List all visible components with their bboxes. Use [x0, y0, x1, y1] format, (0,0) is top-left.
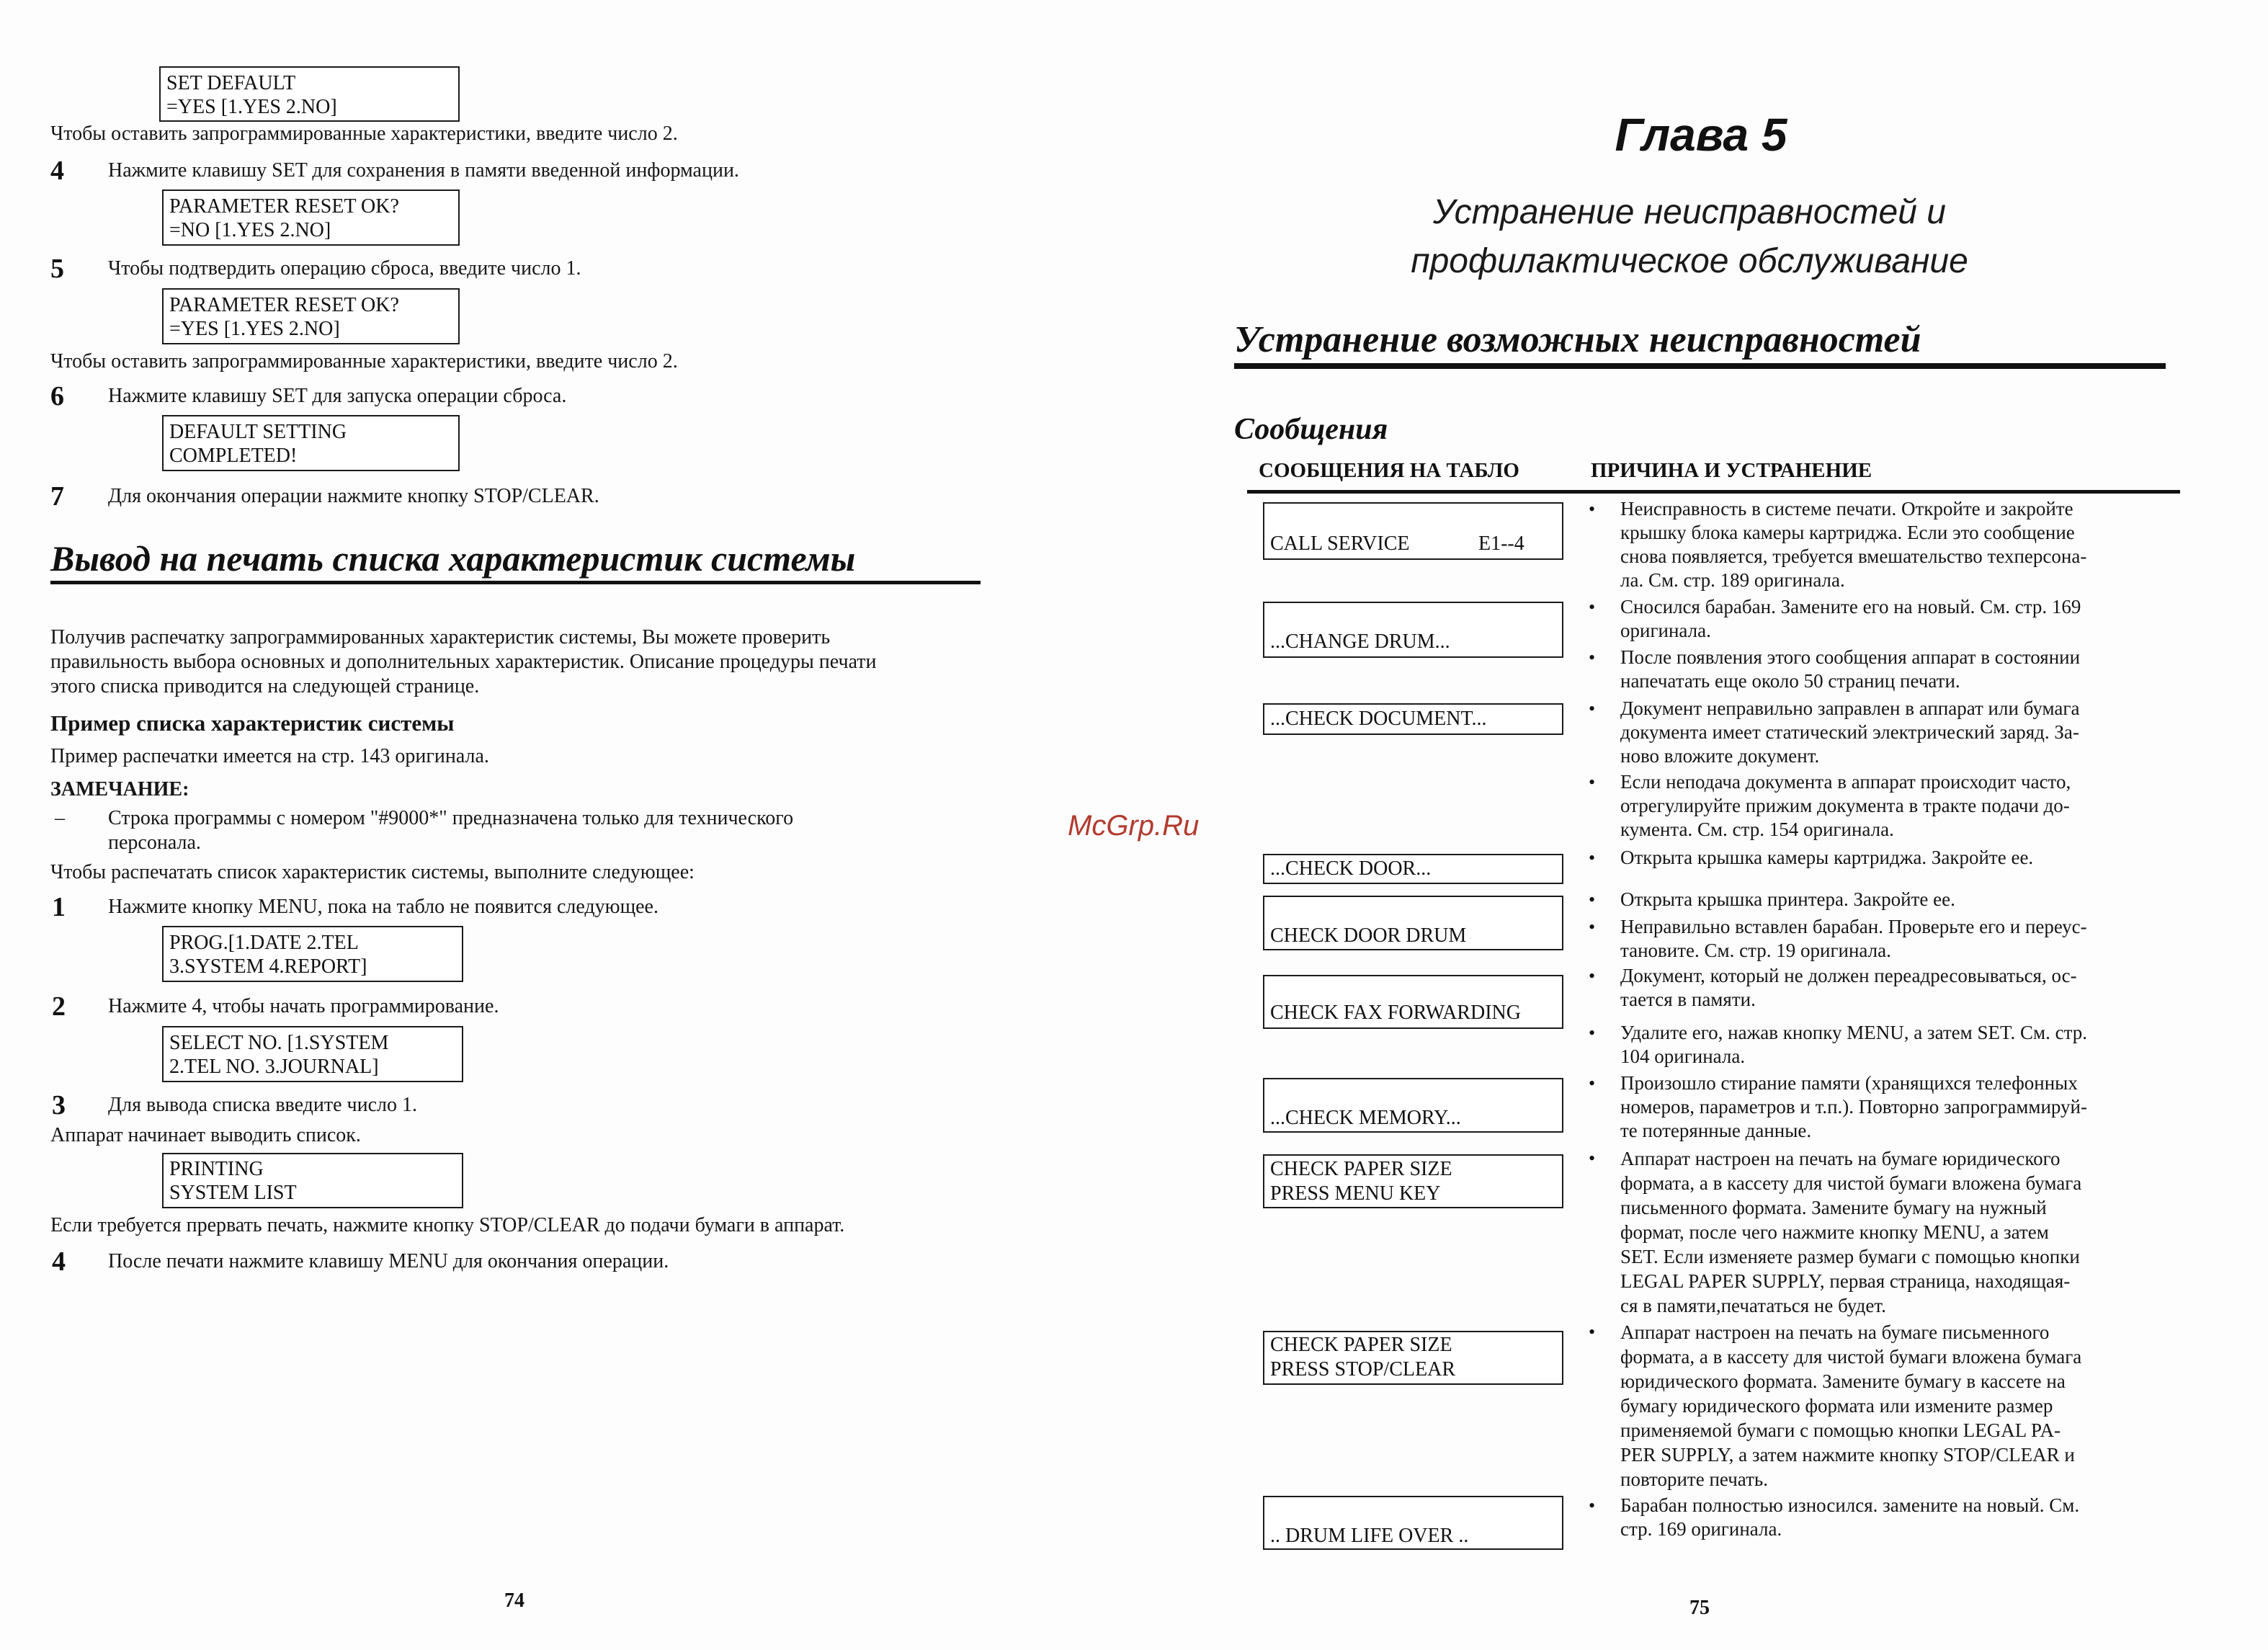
step-text: Для окончания операции нажмите кнопку STOP/CLEAR. [108, 485, 599, 507]
step-text: После печати нажмите клавишу MENU для окончания операции. [108, 1250, 669, 1272]
instruction-text: Если требуется прервать печать, нажмите кнопку STOP/CLEAR до подачи бумаги в аппарат. [50, 1214, 845, 1236]
lcd-line: SYSTEM LIST [169, 1182, 297, 1204]
cause-line: формата, а в кассету для чистой бумаги вложена бумага [1620, 1346, 2082, 1368]
paragraph-line: Получив распечатку запрограммированных характеристик системы, Вы можете проверить [50, 626, 831, 648]
bullet-icon: • [1589, 499, 1596, 519]
lcd-line: 2.TEL NO. 3.JOURNAL] [169, 1056, 379, 1078]
lcd-display [162, 926, 463, 982]
lcd-line: PRESS MENU KEY [1270, 1182, 1441, 1205]
cause-line: повторите печать. [1620, 1468, 1768, 1490]
cause-line: Документ, который не должен переадресовываться, ос- [1620, 965, 2077, 986]
instruction-text: Аппарат начинает выводить список. [50, 1124, 361, 1146]
step-number: 1 [52, 892, 66, 922]
cause-line: Удалите его, нажав кнопку MENU, а затем SET. См. стр. [1620, 1022, 2087, 1043]
lcd-line: DEFAULT SETTING [169, 421, 347, 443]
cause-line: ново вложите документ. [1620, 745, 1820, 767]
lcd-line: CHECK FAX FORWARDING [1270, 1002, 1521, 1024]
page-number: 75 [1689, 1597, 1710, 1619]
cause-line: Документ неправильно заправлен в аппарат или бумага [1620, 697, 2080, 719]
cause-bullet [1589, 1320, 2179, 1491]
lcd-line: CHECK PAPER SIZE [1270, 1334, 1452, 1356]
bullet-icon: • [1589, 647, 1596, 668]
cause-line: Если неподача документа в аппарат происходит часто, [1620, 771, 2071, 793]
lcd-display [162, 288, 460, 344]
lcd-line: =YES [1.YES 2.NO] [166, 96, 337, 118]
message-display [1263, 602, 1563, 658]
message-display [1263, 1496, 1563, 1550]
lcd-display [162, 1026, 463, 1082]
instruction-text: Пример распечатки имеется на стр. 143 оригинала. [50, 745, 489, 767]
lcd-line: ...CHECK DOCUMENT... [1270, 708, 1487, 730]
bullet-icon: • [1589, 847, 1596, 868]
chapter-title-line: профилактическое обслуживание [1411, 242, 1968, 280]
cause-bullet [1589, 964, 2179, 1012]
cause-line: Неправильно вставлен барабан. Проверьте его и переус- [1620, 916, 2087, 937]
message-display [1263, 896, 1563, 950]
watermark: McGrp.Ru [1068, 810, 1200, 842]
cause-line: формата, а в кассету для чистой бумаги вложена бумага [1620, 1172, 2082, 1194]
bullet-icon: • [1589, 1022, 1596, 1043]
lcd-line: ...CHECK DOOR... [1270, 857, 1432, 880]
cause-line: письменного формата. Замените бумагу на нужный [1620, 1197, 2047, 1218]
cause-line: оригинала. [1620, 620, 1711, 641]
message-display [1263, 854, 1563, 884]
lcd-line: =NO [1.YES 2.NO] [169, 219, 331, 241]
step-number: 4 [52, 1247, 66, 1277]
bullet-icon: • [1589, 597, 1596, 617]
cause-line: Открыта крышка принтера. Закройте ее. [1620, 888, 1955, 910]
column-header-cause: ПРИЧИНА И УСТРАНЕНИЕ [1591, 459, 1872, 482]
bullet-icon: • [1589, 917, 1596, 937]
cause-line: 104 оригинала. [1620, 1045, 1746, 1067]
cause-line: Неисправность в системе печати. Откройте и закройте [1620, 498, 2073, 519]
cause-line: бумагу юридического формата или измените размер [1620, 1395, 2053, 1417]
step-number: 3 [52, 1090, 66, 1120]
error-code: E1--4 [1478, 532, 1524, 555]
heading-rule [1234, 363, 2166, 369]
cause-line: PER SUPPLY, а затем нажмите кнопку STOP/CLEAR и [1620, 1444, 2075, 1466]
step-number: 4 [50, 156, 64, 186]
lcd-display [162, 189, 460, 246]
page-number: 74 [504, 1589, 524, 1612]
step-text: Нажмите кнопку MENU, пока на табло не появится следующее. [108, 896, 658, 918]
cause-line: напечатать еще около 50 страниц печати. [1620, 670, 1960, 692]
chapter-title-line: Устранение неисправностей и [1433, 193, 1946, 231]
dash-marker: – [55, 807, 65, 829]
lcd-line: PROG.[1.DATE 2.TEL [169, 932, 359, 954]
instruction-text: Чтобы оставить запрограммированные характеристики, введите число 2. [50, 122, 678, 145]
message-display [1263, 975, 1563, 1029]
cause-bullet [1589, 1071, 2179, 1143]
message-display [1263, 1154, 1563, 1208]
cause-line: Открыта крышка камеры картриджа. Закройте ее. [1620, 847, 2034, 868]
cause-line: тается в памяти. [1620, 989, 1756, 1010]
step-text: Чтобы подтвердить операцию сброса, введите число 1. [108, 257, 581, 280]
subsection-heading: Сообщения [1234, 413, 1388, 446]
chapter-label: Глава 5 [1615, 109, 1787, 161]
cause-line: ла. См. стр. 189 оригинала. [1620, 569, 1845, 591]
cause-line: После появления этого сообщения аппарат в состоянии [1620, 646, 2081, 668]
cause-line: снова появляется, требуется вмешательство техперсона- [1620, 545, 2087, 567]
lcd-line: SET DEFAULT [166, 72, 296, 94]
message-display [1263, 703, 1563, 735]
step-number: 5 [50, 254, 64, 284]
bullet-icon: • [1589, 772, 1596, 793]
bullet-icon: • [1589, 966, 1596, 986]
step-number: 7 [50, 481, 64, 512]
lcd-line: .. DRUM LIFE OVER .. [1270, 1525, 1469, 1547]
lcd-line: 3.SYSTEM 4.REPORT] [169, 955, 367, 978]
cause-line: тановите. См. стр. 19 оригинала. [1620, 940, 1891, 961]
step-number: 2 [52, 991, 66, 1022]
note-line: персонала. [108, 831, 201, 854]
lcd-line: COMPLETED! [169, 445, 298, 467]
cause-bullet [1589, 846, 2179, 870]
step-number: 6 [50, 381, 64, 411]
cause-bullet [1589, 1021, 2179, 1069]
cause-bullet [1589, 1146, 2179, 1318]
right-page [1134, 0, 2268, 1650]
cause-line: формат, после чего нажмите кнопку MENU, а затем [1620, 1221, 2049, 1243]
cause-bullet [1589, 1494, 2179, 1541]
bullet-icon: • [1589, 1495, 1596, 1516]
lcd-line: ...CHECK MEMORY... [1270, 1107, 1461, 1129]
lcd-line: CALL SERVICE [1270, 532, 1410, 555]
lcd-line: CHECK PAPER SIZE [1270, 1158, 1452, 1180]
bullet-icon: • [1589, 1321, 1596, 1342]
lcd-line: ...CHANGE DRUM... [1270, 630, 1450, 653]
message-display [1263, 502, 1563, 560]
cause-bullet [1589, 646, 2179, 693]
message-display [1263, 1078, 1563, 1133]
cause-line: LEGAL PAPER SUPPLY, первая страница, находящая- [1620, 1270, 2071, 1292]
cause-line: ся в памяти,печататься не будет. [1620, 1295, 1886, 1316]
lcd-line: PARAMETER RESET OK? [169, 195, 399, 218]
step-text: Нажмите клавишу SET для сохранения в памяти введенной информации. [108, 159, 739, 182]
cause-line: юридического формата. Замените бумагу в кассете на [1620, 1370, 2066, 1392]
cause-line: Аппарат настроен на печать на бумаге письменного [1620, 1321, 2050, 1343]
bullet-icon: • [1589, 1148, 1596, 1169]
cause-line: кумента. См. стр. 154 оригинала. [1620, 819, 1894, 840]
note-line: Строка программы с номером "#9000*" предназначена только для технического [108, 807, 794, 829]
note-label: ЗАМЕЧАНИЕ: [50, 778, 189, 801]
cause-line: документа имеет статический электрический заряд. За- [1620, 721, 2079, 743]
paragraph-line: этого списка приводится на следующей странице. [50, 675, 480, 697]
lcd-display [162, 1153, 463, 1208]
heading-rule [50, 581, 981, 584]
cause-bullet [1589, 697, 2179, 768]
cause-line: крышку блока камеры картриджа. Если это сообщение [1620, 522, 2075, 543]
step-text: Для вывода списка введите число 1. [108, 1094, 418, 1116]
cause-line: SET. Если изменяете размер бумаги с помощью кнопки [1620, 1246, 2080, 1267]
instruction-text: Чтобы оставить запрограммированные характеристики, введите число 2. [50, 350, 678, 373]
cause-line: Произошло стирание памяти (хранящихся телефонных [1620, 1072, 2078, 1094]
column-header-display: СООБЩЕНИЯ НА ТАБЛО [1259, 459, 1519, 482]
lcd-line: PRESS STOP/CLEAR [1270, 1358, 1456, 1381]
instruction-text: Чтобы распечатать список характеристик системы, выполните следующее: [50, 861, 695, 883]
message-display [1263, 1331, 1563, 1385]
cause-bullet [1589, 497, 2179, 592]
lcd-line: SELECT NO. [1.SYSTEM [169, 1032, 389, 1054]
section-heading: Вывод на печать списка характеристик системы [50, 538, 856, 579]
cause-line: стр. 169 оригинала. [1620, 1518, 1782, 1540]
step-text: Нажмите клавишу SET для запуска операции сброса. [108, 385, 567, 407]
bullet-icon: • [1589, 889, 1596, 910]
cause-bullet [1589, 595, 2179, 643]
lcd-display [162, 415, 460, 471]
section-heading: Устранение возможных неисправностей [1234, 319, 1921, 360]
lcd-line: PARAMETER RESET OK? [169, 294, 399, 316]
lcd-line: PRINTING [169, 1158, 264, 1180]
cause-line: номеров, параметров и т.п.). Повторно запрограммируй- [1620, 1096, 2087, 1118]
cause-line: Аппарат настроен на печать на бумаге юридического [1620, 1148, 2061, 1169]
cause-line: отрегулируйте прижим документа в тракте подачи до- [1620, 795, 2070, 816]
cause-bullet [1589, 770, 2179, 842]
step-text: Нажмите 4, чтобы начать программирование. [108, 995, 499, 1017]
lcd-line: =YES [1.YES 2.NO] [169, 318, 340, 340]
table-header-rule [1247, 490, 2180, 494]
bullet-icon: • [1589, 698, 1596, 719]
cause-line: те потерянные данные. [1620, 1120, 1812, 1141]
cause-bullet [1589, 888, 2179, 911]
paragraph-line: правильность выбора основных и дополнительных характеристик. Описание процедуры печати [50, 651, 877, 673]
cause-line: Сносился барабан. Замените его на новый. См. стр. 169 [1620, 596, 2081, 617]
cause-line: Барабан полностью износился. замените на новый. См. [1620, 1494, 2080, 1516]
lcd-line: CHECK DOOR DRUM [1270, 924, 1467, 947]
cause-bullet [1589, 915, 2179, 963]
cause-line: применяемой бумаги с помощью кнопки LEGAL PA- [1620, 1419, 2061, 1441]
bullet-icon: • [1589, 1073, 1596, 1094]
subheading: Пример списка характеристик системы [50, 710, 455, 736]
lcd-display [159, 66, 460, 122]
